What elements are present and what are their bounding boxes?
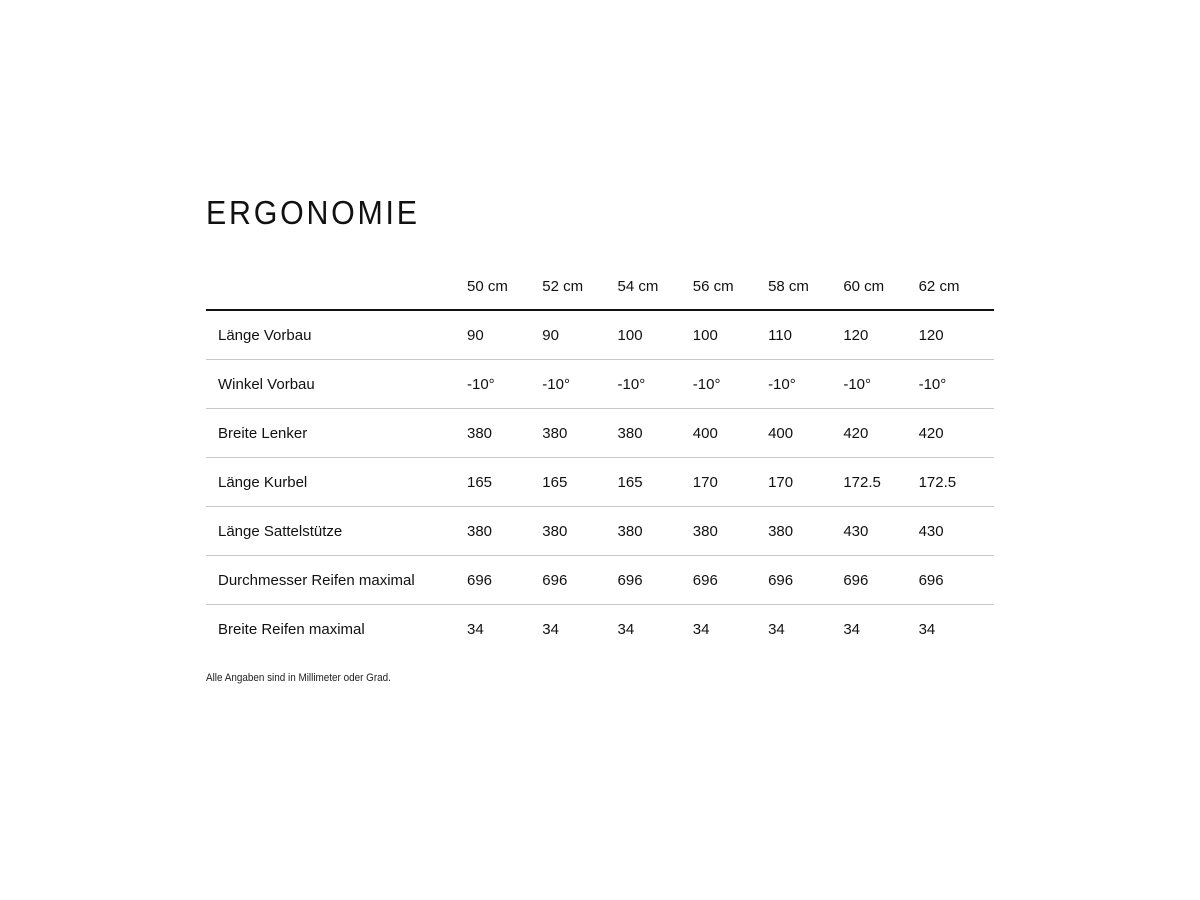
row-label: Breite Reifen maximal: [218, 620, 365, 638]
table-cell: 90: [467, 310, 542, 360]
table-cell: 34: [768, 620, 785, 638]
size-column-header: 50 cm: [467, 263, 542, 310]
footnote: Alle Angaben sind in Millimeter oder Grad.: [206, 672, 391, 684]
table-cell: 120: [919, 310, 994, 360]
table-cell: 420: [919, 409, 994, 458]
table-cell: -10°: [467, 360, 542, 409]
table-cell: 380: [542, 507, 617, 556]
row-label: Länge Vorbau: [206, 310, 467, 360]
row-label: Breite Lenker: [206, 409, 467, 458]
table-cell: 90: [542, 310, 617, 360]
table-cell: 380: [768, 507, 843, 556]
table-header-row: [206, 263, 994, 310]
table-cell: 34: [467, 620, 484, 638]
table-row: [206, 458, 994, 507]
section-title: ERGONOMIE: [206, 194, 420, 231]
ergonomics-table: [206, 263, 994, 653]
table-cell: 100: [693, 310, 768, 360]
table-cell: 380: [618, 409, 693, 458]
table-cell: -10°: [768, 360, 843, 409]
ergonomics-section: [206, 193, 982, 684]
row-label: Winkel Vorbau: [206, 360, 467, 409]
table-cell: 696: [693, 556, 768, 605]
table-cell: 380: [467, 507, 542, 556]
table-cell: 400: [693, 409, 768, 458]
table-row: [206, 360, 994, 409]
table-cell: -10°: [693, 360, 768, 409]
table-cell: 100: [618, 310, 693, 360]
table-cell: -10°: [843, 360, 918, 409]
table-cell: 120: [843, 310, 918, 360]
table-cell: 110: [768, 310, 843, 360]
table-cell: 696: [768, 556, 843, 605]
table-row: [206, 409, 994, 458]
size-column-header: 54 cm: [618, 263, 693, 310]
table-cell: 696: [542, 556, 617, 605]
table-cell: -10°: [618, 360, 693, 409]
size-column-header: 52 cm: [542, 263, 617, 310]
table-cell: 400: [768, 409, 843, 458]
table-corner-cell: [206, 263, 467, 310]
table-cell: 34: [918, 620, 936, 638]
row-label: Durchmesser Reifen maximal: [206, 556, 467, 605]
table-cell: 170: [693, 458, 768, 507]
table-cell: 34: [542, 620, 559, 638]
table-cell: 430: [843, 507, 918, 556]
table-cell: 172.5: [843, 458, 918, 507]
table-cell: 165: [542, 458, 617, 507]
table-cell: 170: [768, 458, 843, 507]
row-label: Länge Sattelstütze: [206, 507, 467, 556]
size-column-header: 60 cm: [843, 263, 918, 310]
size-column-header: 58 cm: [768, 263, 843, 310]
table-cell: 165: [467, 458, 542, 507]
table-cell: 380: [542, 409, 617, 458]
table-cell: 172.5: [919, 458, 994, 507]
size-column-header: 56 cm: [693, 263, 768, 310]
table-cell: 380: [693, 507, 768, 556]
table-row: [206, 310, 994, 360]
table-cell: 696: [467, 556, 542, 605]
table-cell: 165: [618, 458, 693, 507]
table-row: [206, 556, 994, 605]
table-cell: -10°: [542, 360, 617, 409]
row-label: Länge Kurbel: [206, 458, 467, 507]
table-cell: 34: [843, 620, 861, 638]
table-cell: 696: [919, 556, 994, 605]
table-cell: 380: [618, 507, 693, 556]
table-cell: -10°: [919, 360, 994, 409]
size-column-header: 62 cm: [919, 263, 994, 310]
table-cell: 34: [692, 620, 710, 638]
table-row: [206, 605, 994, 654]
table-cell: 696: [843, 556, 918, 605]
table-row: [206, 507, 994, 556]
table-cell: 696: [618, 556, 693, 605]
table-cell: 420: [843, 409, 918, 458]
table-cell: 34: [617, 620, 635, 638]
table-cell: 380: [467, 409, 542, 458]
table-cell: 430: [919, 507, 994, 556]
